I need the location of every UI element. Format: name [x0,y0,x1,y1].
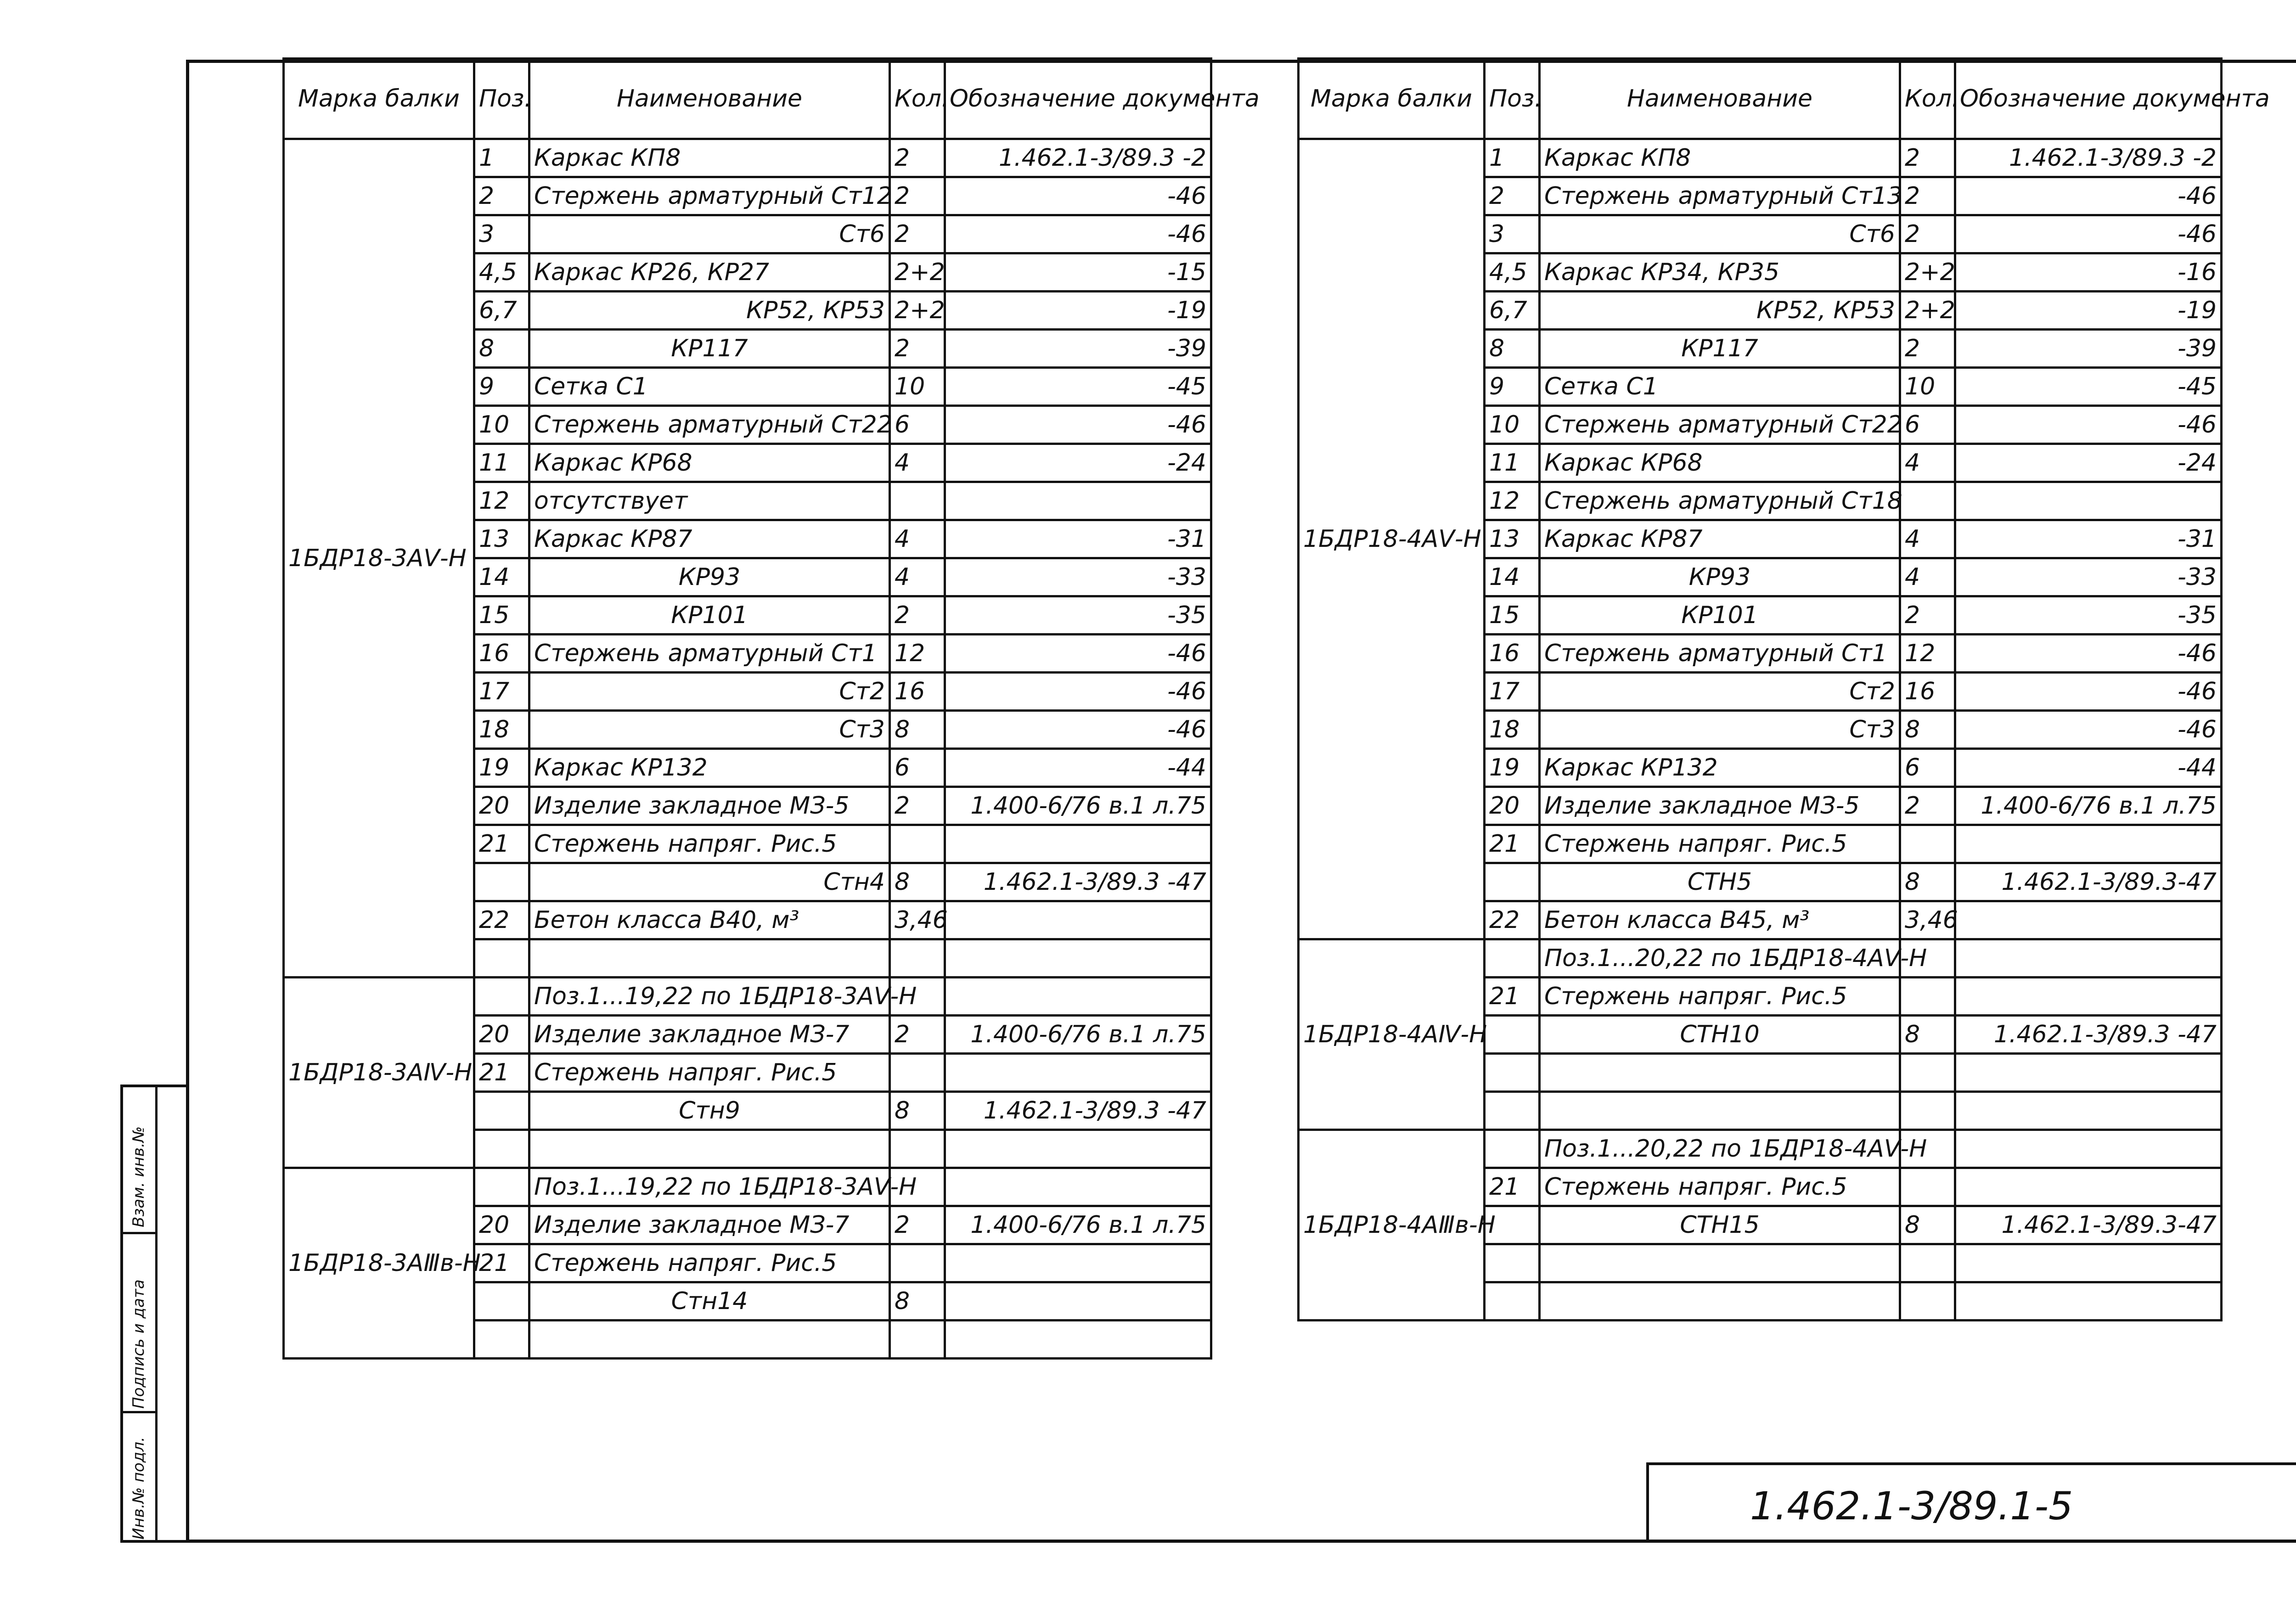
poz-cell [1485,1244,1540,1282]
kol-cell [1900,482,1955,520]
name-cell: Стержень арматурный Ст13 [1540,177,1900,215]
table-row [1299,1130,2222,1168]
name-cell: КР93 [529,558,890,596]
doc-cell [945,1244,1211,1282]
name-cell [1540,1244,1900,1282]
poz-cell: 10 [474,406,529,444]
header-name: Наименование [529,59,890,139]
poz-cell: 11 [474,444,529,482]
name-cell: Бетон класса В45, м³ [1540,901,1900,939]
kol-cell: 8 [1900,863,1955,901]
name-cell: КР101 [529,596,890,635]
name-cell: КР117 [1540,330,1900,368]
header-mark: Марка балки [284,59,474,139]
name-cell: Каркас КР26, КР27 [529,253,890,292]
strip-cell-vzam [123,1087,155,1234]
doc-cell: -46 [945,215,1211,253]
kol-cell: 2 [890,330,945,368]
name-cell: Стержень напряг. Рис.5 [529,1244,890,1282]
doc-cell: -24 [1955,444,2222,482]
kol-cell [1900,1244,1955,1282]
kol-cell [1900,1282,1955,1321]
doc-cell [1955,978,2222,1016]
poz-cell: 19 [1485,749,1540,787]
poz-cell: 1 [474,139,529,177]
doc-cell [1955,1092,2222,1130]
poz-cell [474,1168,529,1206]
poz-cell: 21 [1485,1168,1540,1206]
kol-cell: 8 [1900,1016,1955,1054]
kol-cell: 6 [890,749,945,787]
kol-cell: 8 [1900,711,1955,749]
name-cell: Поз.1...19,22 по 1БДР18-3АⅤ-Н [529,978,890,1016]
header-doc: Обозначение документа [1955,59,2222,139]
poz-cell: 20 [474,1206,529,1244]
doc-cell: -39 [945,330,1211,368]
poz-cell: 16 [474,635,529,673]
document-code: 1.462.1-3/89.1-5 [1750,1484,2073,1529]
kol-cell: 2 [1900,177,1955,215]
doc-cell [1955,1130,2222,1168]
kol-cell: 10 [890,368,945,406]
doc-cell: 1.462.1-3/89.3 -2 [945,139,1211,177]
kol-cell: 2 [1900,139,1955,177]
doc-cell: 1.462.1-3/89.3-47 [1955,1206,2222,1244]
doc-cell: -44 [945,749,1211,787]
name-cell: Каркас КР68 [1540,444,1900,482]
name-cell: КР117 [529,330,890,368]
name-cell: Ст3 [1540,711,1900,749]
doc-cell [1955,939,2222,978]
kol-cell [890,482,945,520]
poz-cell: 3 [1485,215,1540,253]
doc-cell: 1.400-6/76 в.1 л.75 [1955,787,2222,825]
doc-cell [945,939,1211,978]
doc-cell: -46 [1955,711,2222,749]
doc-cell: 1.400-6/76 в.1 л.75 [945,787,1211,825]
name-cell [1540,1054,1900,1092]
kol-cell: 2 [1900,596,1955,635]
name-cell: Стн9 [529,1092,890,1130]
kol-cell: 10 [1900,368,1955,406]
name-cell: Ст2 [529,673,890,711]
name-cell [529,939,890,978]
header-mark: Марка балки [1299,59,1485,139]
name-cell: Стержень арматурный Ст22 [1540,406,1900,444]
doc-cell: -45 [945,368,1211,406]
kol-cell [1900,1054,1955,1092]
beam-mark-cell: 1БДР18-4АⅣ-Н [1299,939,1485,1130]
poz-cell [474,1130,529,1168]
doc-cell [945,825,1211,863]
table-row [284,978,1211,1016]
doc-cell: -35 [1955,596,2222,635]
kol-cell: 2 [890,596,945,635]
kol-cell [890,939,945,978]
poz-cell: 21 [474,825,529,863]
poz-cell: 6,7 [1485,292,1540,330]
name-cell: Стержень арматурный Ст22 [529,406,890,444]
poz-cell: 14 [474,558,529,596]
poz-cell [474,1321,529,1359]
poz-cell: 22 [1485,901,1540,939]
strip-label-inv: Инв.№ подл. [129,1437,148,1540]
doc-cell: -33 [1955,558,2222,596]
beam-mark-cell: 1БДР18-3АⅣ-Н [284,978,474,1168]
name-cell: Стержень напряг. Рис.5 [529,1054,890,1092]
strip-label-vzam: Взам. инв.№ [129,1126,148,1227]
doc-cell: 1.462.1-3/89.3 -2 [1955,139,2222,177]
side-signature-strip [120,1085,189,1543]
name-cell: СТН15 [1540,1206,1900,1244]
header-kol: Кол. [1900,59,1955,139]
doc-cell: -19 [1955,292,2222,330]
kol-cell: 3,46 [1900,901,1955,939]
doc-cell: -24 [945,444,1211,482]
table-row [1299,939,2222,978]
doc-cell: -33 [945,558,1211,596]
kol-cell: 2 [1900,787,1955,825]
poz-cell: 13 [474,520,529,558]
name-cell: Сетка С1 [1540,368,1900,406]
name-cell: Ст2 [1540,673,1900,711]
kol-cell: 3,46 [890,901,945,939]
doc-cell: -31 [945,520,1211,558]
name-cell [1540,1092,1900,1130]
kol-cell: 2 [890,787,945,825]
kol-cell [1900,1092,1955,1130]
poz-cell: 17 [1485,673,1540,711]
kol-cell [890,1054,945,1092]
name-cell: Стержень арматурный Ст18 [1540,482,1900,520]
doc-cell: -45 [1955,368,2222,406]
poz-cell [474,863,529,901]
doc-cell [1955,1054,2222,1092]
name-cell: КР93 [1540,558,1900,596]
kol-cell [1900,978,1955,1016]
doc-cell: 1.462.1-3/89.3 -47 [945,1092,1211,1130]
table-row [284,1168,1211,1206]
table-row [284,139,1211,177]
doc-cell: 1.400-6/76 в.1 л.75 [945,1016,1211,1054]
name-cell [529,1130,890,1168]
beam-mark-cell: 1БДР18-3АⅤ-Н [284,139,474,978]
name-cell: Стержень арматурный Ст1 [1540,635,1900,673]
poz-cell: 19 [474,749,529,787]
kol-cell: 12 [1900,635,1955,673]
doc-cell: 1.462.1-3/89.3 -47 [1955,1016,2222,1054]
doc-cell: -46 [945,673,1211,711]
kol-cell: 8 [890,711,945,749]
doc-cell [1955,901,2222,939]
kol-cell: 6 [890,406,945,444]
poz-cell: 18 [1485,711,1540,749]
poz-cell: 20 [1485,787,1540,825]
doc-cell: -46 [1955,215,2222,253]
poz-cell: 15 [474,596,529,635]
name-cell: Бетон класса В40, м³ [529,901,890,939]
name-cell: Стержень напряг. Рис.5 [529,825,890,863]
kol-cell: 8 [890,1282,945,1321]
spec-table-right [1297,57,2270,1321]
poz-cell [1485,939,1540,978]
kol-cell [890,825,945,863]
kol-cell: 16 [1900,673,1955,711]
doc-cell: -46 [1955,635,2222,673]
name-cell: Изделие закладное МЗ-5 [529,787,890,825]
doc-cell: -15 [945,253,1211,292]
name-cell: СТН10 [1540,1016,1900,1054]
kol-cell: 4 [1900,444,1955,482]
poz-cell [1485,1092,1540,1130]
name-cell: Поз.1...20,22 по 1БДР18-4АⅤ-Н [1540,939,1900,978]
name-cell: Поз.1...20,22 по 1БДР18-4АⅤ-Н [1540,1130,1900,1168]
doc-cell [1955,1282,2222,1321]
table-row [1299,139,2222,177]
strip-label-podpis: Подпись и дата [129,1279,148,1409]
header-row [284,59,1211,139]
poz-cell: 2 [1485,177,1540,215]
poz-cell: 15 [1485,596,1540,635]
poz-cell [1485,1054,1540,1092]
kol-cell: 8 [1900,1206,1955,1244]
header-name: Наименование [1540,59,1900,139]
name-cell: КР101 [1540,596,1900,635]
name-cell: Стн4 [529,863,890,901]
beam-mark-cell: 1БДР18-4АⅤ-Н [1299,139,1485,939]
poz-cell [474,978,529,1016]
poz-cell: 22 [474,901,529,939]
kol-cell: 2 [890,215,945,253]
name-cell: Каркас КР68 [529,444,890,482]
poz-cell: 8 [474,330,529,368]
doc-cell: -46 [945,177,1211,215]
doc-cell: -19 [945,292,1211,330]
doc-cell [945,1168,1211,1206]
poz-cell: 21 [1485,978,1540,1016]
kol-cell: 16 [890,673,945,711]
poz-cell: 9 [1485,368,1540,406]
doc-cell: 1.462.1-3/89.3-47 [1955,863,2222,901]
kol-cell: 2+2 [890,253,945,292]
kol-cell: 12 [890,635,945,673]
name-cell: Каркас КР34, КР35 [1540,253,1900,292]
poz-cell [1485,1130,1540,1168]
name-cell: Стержень напряг. Рис.5 [1540,978,1900,1016]
name-cell: Изделие закладное МЗ-5 [1540,787,1900,825]
poz-cell: 14 [1485,558,1540,596]
kol-cell [1900,1168,1955,1206]
poz-cell: 20 [474,787,529,825]
doc-cell: -46 [945,635,1211,673]
poz-cell: 21 [474,1054,529,1092]
doc-cell: -44 [1955,749,2222,787]
beam-mark-cell: 1БДР18-3АⅢв-Н [284,1168,474,1359]
doc-cell [1955,825,2222,863]
poz-cell [1485,1016,1540,1054]
kol-cell: 2 [890,1016,945,1054]
kol-cell [890,1321,945,1359]
title-block [1646,1462,2296,1543]
poz-cell: 12 [1485,482,1540,520]
doc-cell: -46 [945,711,1211,749]
poz-cell: 12 [474,482,529,520]
name-cell: Стержень арматурный Ст12 [529,177,890,215]
kol-cell: 4 [1900,520,1955,558]
doc-cell [1955,482,2222,520]
name-cell: Ст3 [529,711,890,749]
poz-cell [474,1092,529,1130]
kol-cell: 2 [890,139,945,177]
name-cell [529,1321,890,1359]
kol-cell: 2+2 [1900,253,1955,292]
doc-cell: -46 [945,406,1211,444]
header-row [1299,59,2222,139]
doc-cell [945,1282,1211,1321]
poz-cell: 8 [1485,330,1540,368]
doc-cell: -46 [1955,673,2222,711]
poz-cell: 4,5 [1485,253,1540,292]
header-kol: Кол. [890,59,945,139]
poz-cell: 10 [1485,406,1540,444]
kol-cell: 4 [890,444,945,482]
poz-cell [474,939,529,978]
poz-cell: 3 [474,215,529,253]
doc-cell [945,901,1211,939]
doc-cell: -31 [1955,520,2222,558]
name-cell [1540,1282,1900,1321]
poz-cell: 2 [474,177,529,215]
name-cell: Каркас КР132 [1540,749,1900,787]
kol-cell: 8 [890,863,945,901]
doc-cell [1955,1244,2222,1282]
kol-cell: 2 [890,1206,945,1244]
kol-cell: 4 [1900,558,1955,596]
name-cell: Каркас КР132 [529,749,890,787]
name-cell: КР52, КР53 [529,292,890,330]
name-cell: Каркас КР87 [1540,520,1900,558]
strip-cell-podpis [123,1234,155,1413]
poz-cell: 6,7 [474,292,529,330]
doc-cell: -39 [1955,330,2222,368]
beam-mark-cell: 1БДР18-4АⅢв-Н [1299,1130,1485,1321]
poz-cell: 21 [474,1244,529,1282]
poz-cell: 18 [474,711,529,749]
poz-cell: 1 [1485,139,1540,177]
name-cell: Изделие закладное МЗ-7 [529,1016,890,1054]
kol-cell: 2 [890,177,945,215]
kol-cell: 2+2 [1900,292,1955,330]
kol-cell: 4 [890,558,945,596]
name-cell: Изделие закладное МЗ-7 [529,1206,890,1244]
name-cell: отсутствует [529,482,890,520]
name-cell: Стн14 [529,1282,890,1321]
name-cell: СТН5 [1540,863,1900,901]
poz-cell: 16 [1485,635,1540,673]
doc-cell [945,1321,1211,1359]
doc-cell: 1.400-6/76 в.1 л.75 [945,1206,1211,1244]
poz-cell [1485,863,1540,901]
doc-cell: 1.462.1-3/89.3 -47 [945,863,1211,901]
poz-cell: 13 [1485,520,1540,558]
strip-cell-inv [123,1413,155,1546]
name-cell: Ст6 [1540,215,1900,253]
name-cell: Ст6 [529,215,890,253]
kol-cell: 2 [1900,330,1955,368]
name-cell: КР52, КР53 [1540,292,1900,330]
poz-cell: 9 [474,368,529,406]
name-cell: Каркас КП8 [1540,139,1900,177]
doc-cell: -46 [1955,406,2222,444]
doc-cell: -46 [1955,177,2222,215]
header-poz: Поз. [1485,59,1540,139]
doc-cell: -16 [1955,253,2222,292]
poz-cell [474,1282,529,1321]
poz-cell: 21 [1485,825,1540,863]
kol-cell: 2+2 [890,292,945,330]
name-cell: Поз.1...19,22 по 1БДР18-3АⅤ-Н [529,1168,890,1206]
poz-cell: 20 [474,1016,529,1054]
name-cell: Каркас КР87 [529,520,890,558]
spec-table-left [282,57,1260,1360]
kol-cell: 2 [1900,215,1955,253]
kol-cell: 6 [1900,406,1955,444]
header-doc: Обозначение документа [945,59,1211,139]
doc-cell [945,978,1211,1016]
name-cell: Стержень арматурный Ст1 [529,635,890,673]
doc-cell: -35 [945,596,1211,635]
kol-cell [1900,825,1955,863]
name-cell: Сетка С1 [529,368,890,406]
kol-cell: 6 [1900,749,1955,787]
header-poz: Поз. [474,59,529,139]
poz-cell: 11 [1485,444,1540,482]
poz-cell: 4,5 [474,253,529,292]
kol-cell [890,1130,945,1168]
poz-cell [1485,1282,1540,1321]
doc-cell [945,1054,1211,1092]
name-cell: Стержень напряг. Рис.5 [1540,1168,1900,1206]
name-cell: Каркас КП8 [529,139,890,177]
name-cell: Стержень напряг. Рис.5 [1540,825,1900,863]
poz-cell: 17 [474,673,529,711]
doc-cell [945,1130,1211,1168]
doc-cell [1955,1168,2222,1206]
doc-cell [945,482,1211,520]
kol-cell [890,1244,945,1282]
kol-cell: 4 [890,520,945,558]
kol-cell: 8 [890,1092,945,1130]
